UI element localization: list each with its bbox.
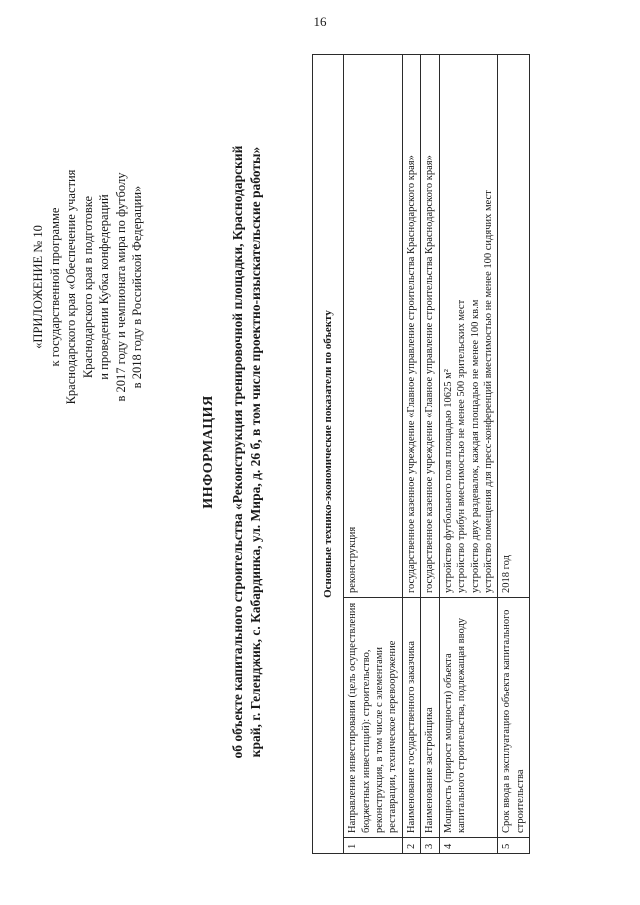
appendix-block bbox=[30, 142, 146, 432]
row-number: 3 bbox=[421, 838, 439, 854]
row-name: Направление инвестирования (цель осуществления бюджетных инвестиций): строительство, реконструкция, в том числе с элементами реставрации, техническое перевооружение bbox=[344, 598, 403, 838]
value-line: реконструкция bbox=[347, 526, 359, 593]
page-number: 16 bbox=[313, 14, 327, 29]
appendix-line: Краснодарского края «Обеспечение участия bbox=[64, 169, 78, 405]
value-line: устройство трибун вместимостью не менее 500 зрительских мест bbox=[456, 299, 468, 593]
row-name: Наименование государственного заказчика bbox=[402, 598, 420, 838]
value-line: устройство футбольного поля площадью 10625 м² bbox=[442, 369, 454, 593]
row-name: Мощность (прирост мощности) объекта капитального строительства, подлежащая вводу bbox=[439, 598, 498, 838]
row-value bbox=[344, 55, 403, 598]
row-value bbox=[498, 55, 530, 598]
row-number: 5 bbox=[498, 838, 530, 854]
table-row bbox=[498, 55, 530, 854]
table-row bbox=[344, 55, 403, 854]
indicators-table bbox=[312, 54, 530, 854]
row-name: Срок ввода в эксплуатацию объекта капитального строительства bbox=[498, 598, 530, 838]
appendix-line: Краснодарского края в подготовке bbox=[80, 195, 95, 379]
appendix-line: и проведении Кубка конфедераций bbox=[97, 194, 111, 380]
row-name: Наименование застройщика bbox=[421, 598, 439, 838]
table-row bbox=[421, 55, 439, 854]
value-line: устройство двух раздевалок, каждая площадью не менее 100 кв.м bbox=[469, 299, 481, 593]
table-row bbox=[402, 55, 420, 854]
row-number: 2 bbox=[402, 838, 420, 854]
value-line: 2018 год bbox=[501, 555, 513, 593]
row-number: 4 bbox=[439, 838, 498, 854]
appendix-line: к государственной программе bbox=[47, 207, 62, 367]
table-header: Основные технико-экономические показатели по объекту bbox=[313, 55, 344, 854]
appendix-line: в 2017 году и чемпионата мира по футболу bbox=[113, 172, 128, 402]
appendix-line: в 2018 году в Российской Федерации» bbox=[130, 185, 144, 389]
value-line: устройство помещения для пресс-конференций вместимостью не менее 100 сидячих мест bbox=[483, 190, 495, 593]
document-subtitle-line: об объекте капитального строительства «Реконструкция тренировочной площадки, Краснодарский bbox=[229, 145, 245, 759]
value-line: государственное казенное учреждение «Главное управление строительства Краснодарского края» bbox=[405, 155, 417, 593]
appendix-line: «ПРИЛОЖЕНИЕ № 10 bbox=[31, 225, 45, 349]
document-heading bbox=[200, 72, 265, 832]
table-row bbox=[439, 55, 498, 854]
row-value bbox=[421, 55, 439, 598]
document-subtitle-line: край, г. Геленджик, с. Кабардинка, ул. Мира, д. 26 б, в том числе проектно-изыскательские работы» bbox=[248, 146, 264, 758]
value-line: государственное казенное учреждение «Главное управление строительства Краснодарского края» bbox=[424, 155, 436, 593]
row-number: 1 bbox=[344, 838, 403, 854]
rotated-page-content bbox=[20, 32, 620, 872]
document-title: ИНФОРМАЦИЯ bbox=[201, 395, 216, 509]
row-value bbox=[439, 55, 498, 598]
table-header-row bbox=[313, 55, 344, 854]
row-value bbox=[402, 55, 420, 598]
